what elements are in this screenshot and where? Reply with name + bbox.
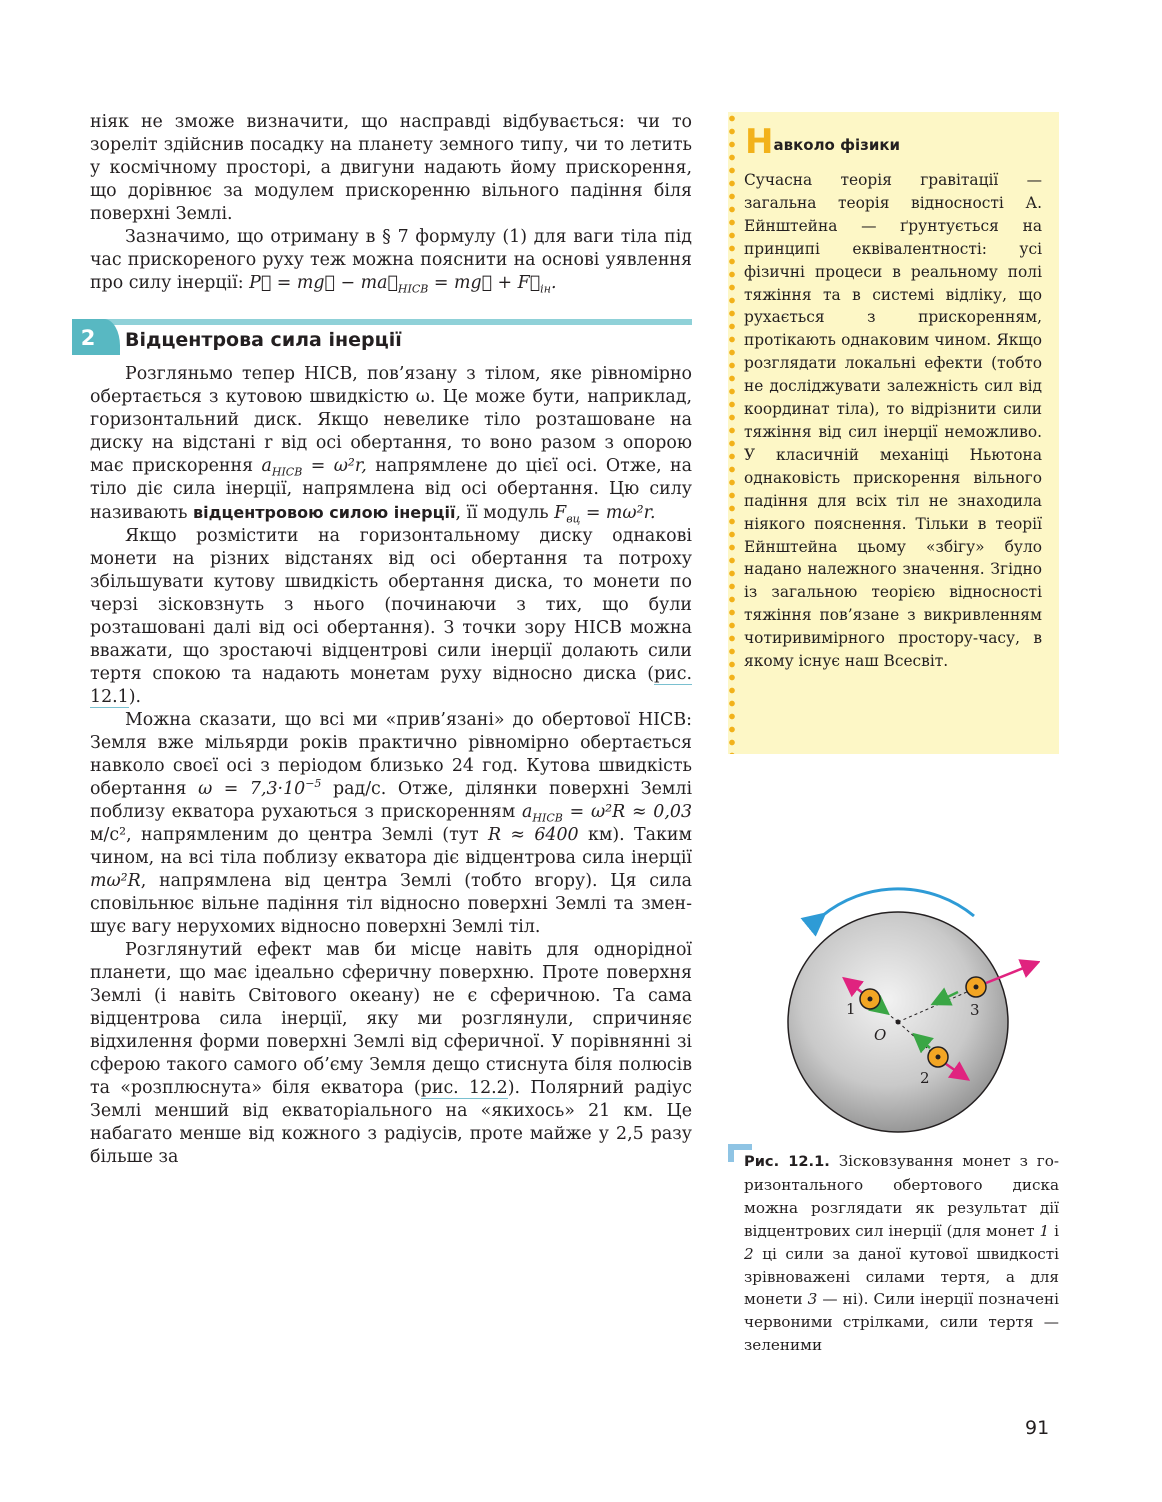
formula-sub: вц [566,512,581,526]
formula-part: = mω²r. [585,503,656,523]
paragraph-text: м/с², напрямленим до центра Землі (тут [90,825,479,845]
center-label: O [874,1026,887,1044]
disk-diagram [780,880,1040,1140]
heading-rest: авколо фізики [773,136,901,154]
coin-label-3: 3 [970,1001,980,1019]
coin-label-1: 1 [846,1000,856,1018]
formula-part: P⃗ = mg⃗ − ma⃗ [249,273,398,293]
formula-part: = ω²R ≈ 0,03 [569,802,693,822]
formula-sub: НІСВ [271,465,303,479]
formula-radius: R ≈ 6400 [487,825,579,845]
paragraph-text: Зазначимо, що отриману в § 7 формулу (1) для ваги тіла під час прискореного руху теж можна пояснити на основі уявлення про силу інерції: [90,227,692,293]
main-column [80,111,693,1169]
formula-sub: НІСВ [397,282,429,296]
heading-initial: Н [745,122,774,162]
coin-label-2: 2 [920,1069,930,1087]
formula-part: a [261,456,272,476]
center-point [896,1020,901,1025]
dotted-border [728,112,736,754]
key-term: відцентровою силою інерції [192,503,456,522]
paragraph-text: напрямлене до цієї осі. Отже, на тіло діє сила інерції, напрямлена від осі обертання. Цю силу називають [90,456,693,523]
section-title: Відцентрова сила інерції [125,329,402,351]
figure-caption [744,1150,1059,1357]
formula-force: mω²R [90,871,141,891]
caption-text: і [1049,1221,1059,1240]
caption-text: ці сили за даної кутової швидкості зрівноважені силами тертя, а для монети [744,1244,1059,1309]
figure-link[interactable]: рис. 12.1 [90,664,692,707]
section-heading [72,319,692,355]
paragraph-text: км). Таким чином, на всі тіла поблизу екватора діє відцентрова сила інерції [90,825,692,868]
paragraph-text: Розглянутий ефект мав би місце навіть для однорідної планети, що має ідеально сферичну поверхню. Проте поверхня Землі (і навіть Світового океану) не є сферичною. Та сама відцентрова сила інерції, яку ми розглянули, спричиняє відхилення форми поверхні Землі від сферичної. У порівнянні зі сферою такого самого об’єму Земля дещо стиснута біля полюсів та «розплюснута» біля екватора ( [90,940,692,1098]
paragraph [90,525,692,709]
paragraph [90,939,692,1169]
formula-sub: ін [540,282,551,296]
coin-center [868,997,873,1002]
paragraph-text: Можна сказати, що всі ми «прив’язані» до обертової НІСВ: Земля вже мільярди років практично рівномірно обертається навколо своєї осі з періодом близько 24 год. Кутова швидкість обертання [90,710,692,799]
formula-part: F [554,503,567,523]
coin-center [974,985,979,990]
paragraph-text: ). Полярний радіус Землі менший від екваторіального на «якихось» 21 км. Це набагато менше від кожного з радіусів, проте майже у 2,5 разу більше за [90,1078,693,1167]
page-number: 91 [1025,1417,1050,1439]
paragraph [90,709,692,939]
caption-italic: 3 [807,1290,818,1309]
formula-centrifugal [554,503,656,526]
paragraph [90,226,692,295]
caption-italic: 1 [1039,1221,1050,1240]
paragraph-text: рад/с. Отже, ділянки поверхні Землі поблизу екватора рухаються з прискоренням [90,779,693,822]
formula-part: = mg⃗ + F⃗ [433,273,541,293]
section-number: 2 [72,319,104,355]
paragraph-text: ). [128,687,142,707]
paragraph: ніяк не зможе визначити, що насправді відбувається: чи то зореліт здійснив посадку на планету земного типу, чи то летить у космічному просторі, а двигуни надають йому прискорення, що дорівнює за модулем прискоренню вільного падіння біля поверхні Землі. [90,112,692,224]
formula-omega [198,779,321,799]
caption-italic: 2 [744,1244,754,1263]
formula-sup: −5 [305,777,322,791]
paragraph-text: Якщо розмістити на горизонтальному диску однакові монети на різних відстанях від осі обертання та потроху збільшувати кутову швидкість обертання диска, то монети по черзі зісковзнуть з нього (починаючи з тих, що були розташовані далі від осі обертання). З точки зору НІСВ можна вважати, що зростаючі відцентрові сили інерції долають сили тертя спокою та надають монетам руху відносно диска ( [90,526,692,684]
sidebar-note [728,112,1059,754]
formula-part: = ω²r, [310,456,367,476]
figure-rotating-disk [780,880,1040,1140]
caption-label: Рис. 12.1. [744,1153,830,1170]
caption-text: — ні). Сили інерції позначені червоними стрілками, сили тертя — зеленими [744,1290,1060,1355]
coin-center [936,1055,941,1060]
weight-formula: P⃗ = mg⃗ − $ma⃗_{НІСВ}$ = mg⃗ + $F⃗_{ін}$. [249,273,557,296]
formula-part: a [522,802,533,822]
caption-text: Зісковзування монет з горизонтального обертового диска можна розглядати як результат дії відцентрових сил інерції (для монет [744,1152,1060,1240]
paragraph-text: Розгляньмо тепер НІСВ, пов’язану з тілом, яке рівномірно обертається з кутовою швидкістю ω. Це може бути, наприклад, горизонтальний диск. Якщо невелике тіло розташоване на диску на відстані r від осі обертання, то воно разом з опорою має прискорення [90,364,692,476]
sidebar-heading [745,122,900,162]
paragraph-text: , її модуль [455,503,549,523]
paragraph-text: , напрямлена від центра Землі (тобто вгору). Ця сила сповільнює вільне падіння тіл відносно поверхні Землі та зменшує вагу нерухомих відносно поверхні Землі тіл. [90,871,692,937]
formula-sub: НІСВ [532,811,563,825]
formula-part: ω = 7,3·10 [198,779,306,799]
formula-earth-acceleration [522,802,693,825]
sidebar-text: Сучасна теорія гравітації — загальна теорія відносності А. Ейнштейна — ґрунтується на принципі еквівалентності: усі фізичні процеси в реальному полі тяжіння та в системі відліку, що рухається з прискоренням, протікають однаковим чином. Якщо розглядати локальні ефекти (тобто не досліджувати залежність сил від координат тіла), то відрізнити сили тяжіння від сил інерції неможливо. У класичній механіці Ньютона однаковість прискорення вільного падіння для всіх тіл не знаходила ніякого пояснення. Тільки в теорії Ейнштейна цьому «збігу» було надано належного значення. Згідно із загальною теорією відносності тяжіння пов’язане з викривленням чотиривимірного простору-часу, в якому існує наш Всесвіт. [744,171,1042,671]
figure-link[interactable]: рис. 12.2 [420,1078,508,1098]
formula-acceleration [261,456,367,479]
paragraph [90,363,692,525]
